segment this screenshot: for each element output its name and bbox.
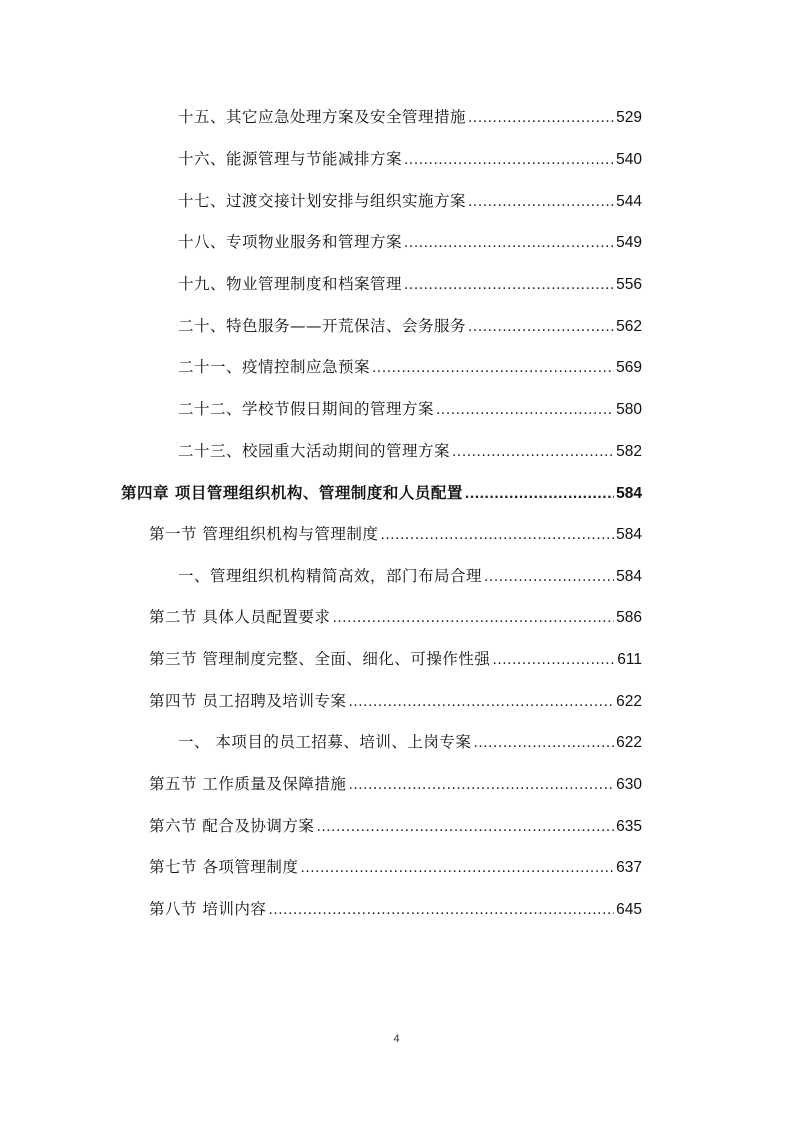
- toc-entry-title: 第一节 管理组织机构与管理制度: [149, 525, 379, 543]
- toc-section-entry[interactable]: [149, 773, 642, 796]
- toc-entry-page: 549: [616, 234, 642, 251]
- dot-leader: [468, 191, 614, 213]
- toc-entry-title: 第四章 项目管理组织机构、管理制度和人员配置: [121, 484, 463, 502]
- toc-chapter-entry[interactable]: [121, 482, 642, 505]
- toc-entry-page: 529: [616, 109, 642, 126]
- toc-entry-title: 十六、能源管理与节能减排方案: [178, 150, 403, 168]
- toc-section-entry[interactable]: [149, 690, 642, 713]
- dot-leader: [465, 483, 614, 505]
- toc-entry-title: 十五、其它应急处理方案及安全管理措施: [178, 108, 467, 126]
- toc-entry-title: 十七、过渡交接计划安排与组织实施方案: [178, 192, 467, 210]
- toc-entry[interactable]: [178, 148, 642, 171]
- toc-entry-page: 622: [616, 734, 642, 751]
- toc-entry-page: 645: [616, 901, 642, 918]
- toc-entry-title: 第七节 各项管理制度: [149, 858, 299, 876]
- dot-leader: [332, 607, 614, 629]
- toc-entry-title: 二十二、学校节假日期间的管理方案: [178, 400, 435, 418]
- toc-entry[interactable]: [178, 315, 642, 338]
- dot-leader: [348, 691, 614, 713]
- toc-entry-page: 584: [616, 485, 642, 502]
- dot-leader: [404, 232, 614, 254]
- toc-entry-page: 630: [616, 776, 642, 793]
- toc-section-entry[interactable]: [149, 815, 642, 838]
- toc-entry[interactable]: [178, 731, 642, 754]
- dot-leader: [348, 774, 614, 796]
- toc-entry-title: 第二节 具体人员配置要求: [149, 608, 331, 626]
- toc-section-entry[interactable]: [149, 856, 642, 879]
- toc-entry-title: 第六节 配合及协调方案: [149, 817, 315, 835]
- toc-entry-page: 635: [616, 818, 642, 835]
- toc-entry-title: 二十、特色服务——开荒保洁、会务服务: [178, 317, 467, 335]
- dot-leader: [380, 524, 614, 546]
- toc-entry-page: 622: [616, 693, 642, 710]
- dot-leader: [404, 149, 614, 171]
- dot-leader: [452, 441, 614, 463]
- toc-entry-title: 十九、物业管理制度和档案管理: [178, 275, 403, 293]
- dot-leader: [484, 566, 614, 588]
- toc-entry-title: 十八、专项物业服务和管理方案: [178, 233, 403, 251]
- toc-entry-page: 580: [616, 401, 642, 418]
- toc-entry-title: 第五节 工作质量及保障措施: [149, 775, 347, 793]
- toc-entry-page: 562: [616, 318, 642, 335]
- toc-entry[interactable]: [178, 565, 642, 588]
- toc-entry-title: 第三节 管理制度完整、全面、细化、可操作性强: [149, 650, 491, 668]
- dot-leader: [492, 649, 615, 671]
- toc-section-entry[interactable]: [149, 648, 642, 671]
- page-number: 4: [393, 1033, 400, 1045]
- toc-entry-page: 584: [616, 526, 642, 543]
- dot-leader: [468, 316, 614, 338]
- toc-entry-title: 一、管理组织机构精简高效，部门布局合理: [178, 567, 483, 585]
- toc-entry[interactable]: [178, 440, 642, 463]
- toc-entry[interactable]: [178, 231, 642, 254]
- toc-entry-page: 544: [616, 193, 642, 210]
- toc-entry[interactable]: [178, 190, 642, 213]
- toc-entry-page: 556: [616, 276, 642, 293]
- toc-entry-page: 611: [617, 651, 642, 668]
- toc-section-entry[interactable]: [149, 898, 642, 921]
- dot-leader: [372, 357, 614, 379]
- toc-entry-page: 586: [616, 609, 642, 626]
- toc-entry-page: 582: [616, 443, 642, 460]
- toc-entry-page: 584: [616, 568, 642, 585]
- dot-leader: [436, 399, 614, 421]
- toc-entry-page: 540: [616, 151, 642, 168]
- toc-entry[interactable]: [178, 106, 642, 129]
- toc-entry-title: 第四节 员工招聘及培训专案: [149, 692, 347, 710]
- toc-entry[interactable]: [178, 273, 642, 296]
- toc-entry-title: 二十一、疫情控制应急预案: [178, 358, 371, 376]
- toc-entry-title: 第八节 培训内容: [149, 900, 267, 918]
- toc-entry[interactable]: [178, 356, 642, 379]
- toc-entry-title: 二十三、校园重大活动期间的管理方案: [178, 442, 451, 460]
- dot-leader: [268, 899, 614, 921]
- toc-entry-title: 一、 本项目的员工招募、培训、上岗专案: [178, 733, 472, 751]
- toc-entry-page: 569: [616, 359, 642, 376]
- toc-section-entry[interactable]: [149, 523, 642, 546]
- toc-entry[interactable]: [178, 398, 642, 421]
- dot-leader: [473, 732, 614, 754]
- dot-leader: [300, 857, 614, 879]
- toc-entry-page: 637: [616, 859, 642, 876]
- dot-leader: [404, 274, 614, 296]
- dot-leader: [468, 107, 614, 129]
- toc-section-entry[interactable]: [149, 606, 642, 629]
- dot-leader: [316, 816, 614, 838]
